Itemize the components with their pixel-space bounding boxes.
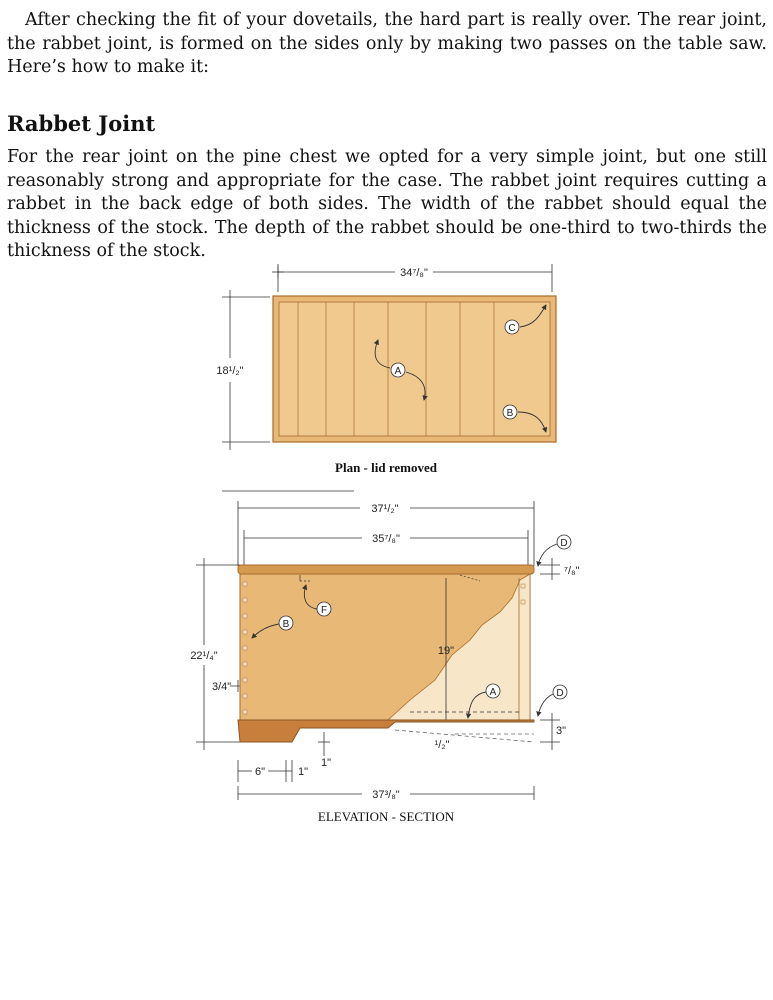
intro-paragraph: After checking the fit of your dovetails, the hard part is really over. The rear joint, the rabbet joint, is formed on the sides only by making two passes on the table saw. Here’s how to make it: (7, 10, 767, 77)
elev-label-b: B (282, 619, 290, 630)
elev-label-d-top: D (560, 538, 568, 549)
section-heading: Rabbet Joint (7, 111, 156, 136)
plan-caption: Plan - lid removed (335, 460, 437, 475)
elev-plinth-height: 3" (556, 725, 567, 737)
elev-base-width: 37³/₈" (372, 789, 400, 801)
elev-foot-inset: 1" (297, 766, 309, 778)
elev-foot-dim: 1" (320, 757, 332, 769)
elev-foot-offset: 6" (254, 766, 266, 778)
elevation-diagram (190, 501, 579, 824)
elev-base-thickness: 3/4" (212, 681, 232, 693)
plan-label-b: B (506, 408, 514, 419)
plan-depth-dim: 18¹/₂" (216, 365, 244, 377)
elev-inner-height: 19" (437, 645, 455, 657)
plan-diagram (216, 264, 556, 475)
elev-inner-width: 35⁷/₈" (372, 533, 400, 545)
elev-label-a: A (489, 687, 497, 698)
plan-label-c: C (508, 323, 516, 334)
elev-overall-height: 22¹/₄" (190, 650, 218, 662)
elev-label-f: F (320, 605, 328, 616)
plan-width-dim: 34⁷/₈" (400, 267, 428, 279)
body-paragraph: For the rear joint on the pine chest we opted for a very simple joint, but one still reasonably strong and appropriate for the case. The rabbet joint requires cutting a rabbet in the back edge of both sides. The width of the rabbet should equal the thickness of the stock. The depth of the rabbet should be one-third to two-thirds the thickness of the stock. (7, 147, 767, 261)
elev-overall-width: 37¹/₂" (371, 503, 399, 515)
elev-label-d-bottom: D (556, 688, 564, 699)
elev-lid-thickness: ⁷/₈" (564, 565, 580, 577)
elevation-caption: ELEVATION - SECTION (317, 809, 455, 824)
elev-gap-dim: ¹/₂" (434, 739, 450, 751)
plan-label-a: A (394, 366, 402, 377)
